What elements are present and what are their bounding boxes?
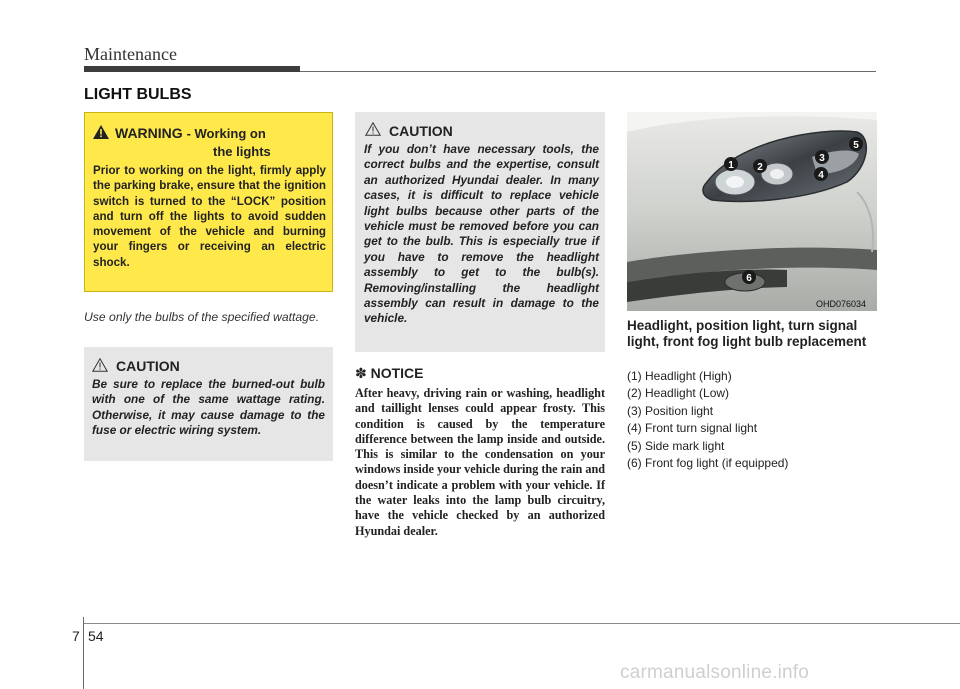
- callout-6: 6: [746, 273, 752, 284]
- caution-body: If you don’t have necessary tools, the correct bulbs and the expertise, consult an authorized Hyundai dealer. In many cases, it is difficult to replace vehicle light bulbs because other parts of the vehicle must be removed before you can get to the bulb. This is especially true if you have to remove the headlight assembly to get to the bulb(s). Removing/installing the headlight assembly can result in damage to the vehicle.: [364, 142, 599, 326]
- caution-box-fuse: [84, 347, 333, 461]
- header-title: Maintenance: [84, 44, 177, 64]
- headlight-illustration: [627, 112, 877, 311]
- list-item: (6) Front fog light (if equipped): [627, 456, 789, 471]
- list-item: (3) Position light: [627, 403, 714, 418]
- photo-code: OHD076034: [816, 299, 867, 309]
- list-item: (2) Headlight (Low): [627, 386, 730, 401]
- caution-triangle-icon: [365, 122, 381, 136]
- warning-subtitle-1: - Working on: [186, 126, 266, 141]
- notice-body: After heavy, driving rain or washing, headlight and taillight lenses could appear frosty. This condition is caused by the temperature difference between the lamp inside and outside. This is similar to the condensation on your windows inside your vehicle during the rain and doesn’t indicate a problem with your vehicle. If the water leaks into the lamp bulb circuitry, have the vehicle checked by an authorized Hyundai dealer.: [355, 386, 606, 538]
- callout-1: 1: [728, 160, 734, 171]
- footer-rule: [84, 623, 960, 624]
- headlight-photo: [627, 112, 877, 311]
- warning-subtitle-2: the lights: [213, 144, 271, 159]
- warning-triangle-icon: [93, 125, 109, 139]
- section-title: LIGHT BULBS: [84, 86, 192, 103]
- list-item: (1) Headlight (High): [627, 369, 732, 383]
- watermark: carmanualsonline.info: [620, 662, 810, 683]
- callout-2: 2: [757, 162, 763, 173]
- list-item: (4) Front turn signal light: [627, 421, 758, 436]
- headlight-section-title: Headlight, position light, turn signal light, front fog light bulb replacement: [627, 318, 867, 349]
- callout-3: 3: [819, 153, 825, 164]
- caution-label: CAUTION: [116, 358, 180, 374]
- list-item: (5) Side mark light: [627, 438, 725, 453]
- header-bar: [84, 66, 300, 72]
- footer-vertical-rule: [83, 617, 84, 689]
- warning-heading: [115, 125, 340, 141]
- caution-body: Be sure to replace the burned-out bulb with one of the same wattage rating. Otherwise, it may cause damage to the fuse or electric wiring system.: [92, 377, 325, 438]
- page-number: 54: [88, 628, 104, 644]
- callout-4: 4: [818, 170, 824, 181]
- notice-title: ✽ NOTICE: [355, 365, 424, 381]
- caution-box-tools: [355, 112, 605, 352]
- bulb-wattage-note: Use only the bulbs of the specified wattage.: [84, 310, 320, 324]
- warning-label: WARNING: [115, 125, 183, 141]
- chapter-number: 7: [72, 628, 80, 644]
- warning-box: [84, 112, 333, 292]
- bulb-list: [627, 368, 788, 472]
- warning-body: Prior to working on the light, firmly apply the parking brake, ensure that the ignition switch is turned to the “LOCK” position and turn off the lights to avoid sudden movement of the vehicle and burning your fingers or receiving an electric shock.: [93, 164, 326, 269]
- header-rule: [300, 71, 876, 72]
- caution-triangle-icon: [92, 358, 108, 372]
- callout-5: 5: [853, 140, 859, 151]
- caution-label: CAUTION: [389, 123, 453, 139]
